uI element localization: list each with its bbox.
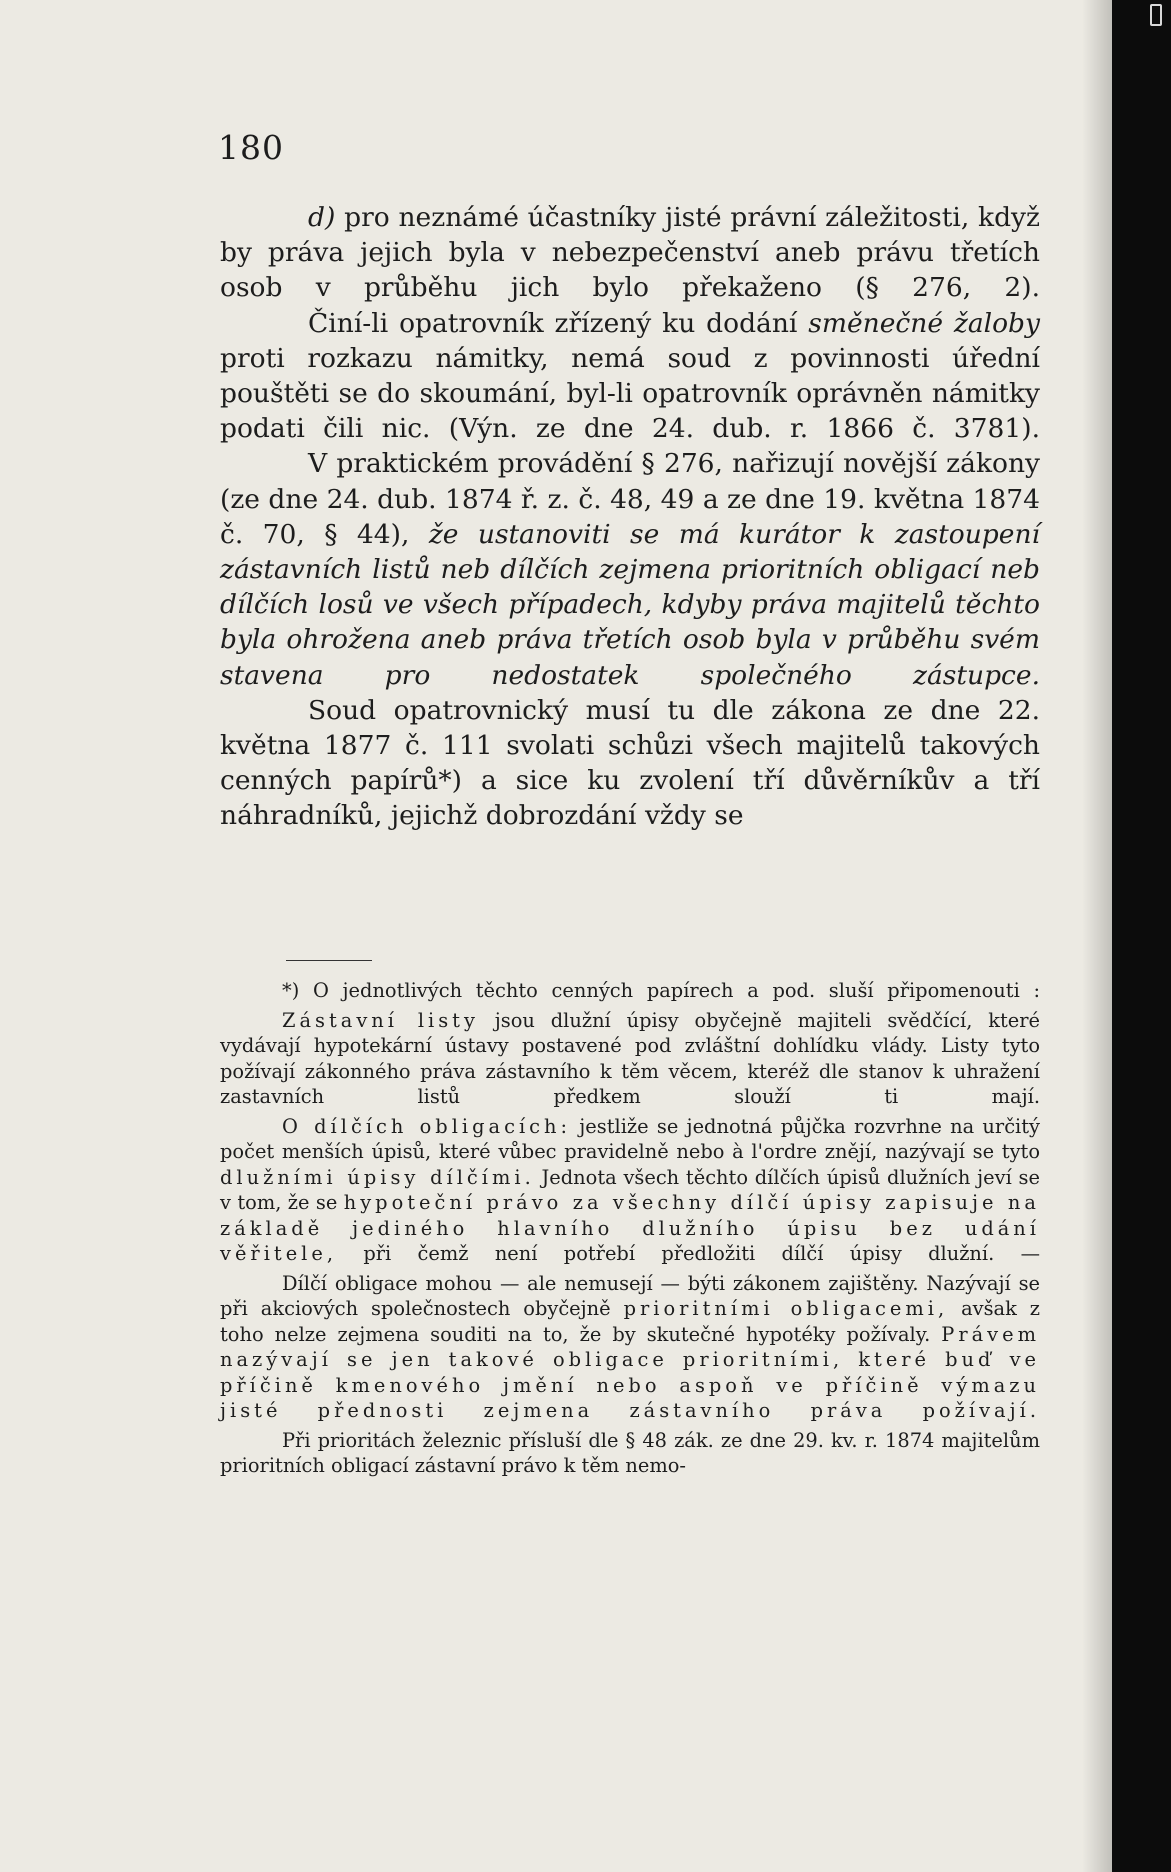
paragraph-3-italic: že ustanoviti se má kurátor k zastoupení zástavních listů neb dílčích zejmena prioritních obligací neb dílčích losů ve všech případech, kdyby práva majitelů těchto byla ohrožena aneb práva třetích osob byla v průběhu svém stavena pro nedostatek společného zástupce. — [220, 518, 1040, 691]
paragraph-court: Soud opatrovnický musí tu dle zákona ze dne 22. května 1877 č. 111 svolati schůzi všech majitelů takových cenných papírů*) a sice ku zvolení tří důvěrníkův a tří náhradníků, jejichž dobrozdání vždy se — [220, 694, 1040, 832]
paragraph-2-start: Činí-li opatrovník zřízený ku dodání — [308, 307, 809, 339]
footnote-separator — [286, 960, 372, 961]
main-body-text — [220, 200, 1040, 834]
footnote-partial-bonds-text-b: Jednota všech těchto dílčích úpisů dlužních jeví se v tom, že se — [220, 1165, 1040, 1214]
term-mortgage-bonds: Zástavní listy — [282, 1008, 479, 1032]
footnote-mortgage-bonds — [220, 1008, 1040, 1110]
paragraph-2-italic: směnečné žaloby — [808, 307, 1040, 339]
paragraph-bill-of-exchange — [220, 306, 1040, 447]
term-partial-debt-notes: dlužními úpisy dílčími. — [220, 1165, 535, 1189]
term-partial-bonds: O dílčích obligacích: — [282, 1114, 572, 1138]
footnote-priority-text-a: Dílčí obligace mohou — ale nemusejí — býti zákonem zajištěny. Nazývají se při akciových společnostech obyčejně — [220, 1271, 1040, 1320]
footnote-railways: Při prioritách železnic přísluší dle § 48 zák. ze dne 29. kv. r. 1874 majitelům prioritních obligací zástavní právo k těm nemo- — [220, 1428, 1040, 1477]
term-priority-bonds: prioritními obligacemi, — [623, 1297, 949, 1320]
paragraph-practice — [220, 446, 1040, 692]
paragraph-d-text: pro neznámé účastníky jisté právní záležitosti, když by práva jejich byla v nebezpečenství aneb právu třetích osob v průběhu jich bylo překaženo (§ 276, 2). — [220, 202, 1040, 304]
item-label: d) — [308, 202, 336, 233]
footnote-priority-bonds — [220, 1271, 1040, 1424]
paragraph-2-end: proti rozkazu námitky, nemá soud z povinnosti úřední pouštěti se do skoumání, byl-li opatrovník oprávněn námitky podati čili nic. (Výn. ze dne 24. dub. r. 1866 č. 3781). — [220, 342, 1040, 445]
page-number: 180 — [218, 128, 284, 167]
footnote-partial-bonds — [220, 1114, 1040, 1267]
scan-corner-mark — [1150, 4, 1162, 26]
footnote-priority-text-b: avšak z toho nelze zejmena souditi na to, že by skutečné hypotéky požívaly. — [220, 1297, 1040, 1346]
paragraph-3-start: V praktickém provádění § 276, nařizují novější zákony (ze dne 24. dub. 1874 ř. z. č. 48, 49 a ze dne 19. května 1874 č. 70, § 44), — [220, 448, 1040, 550]
footnote-partial-bonds-text-a: jestliže se jednotná půjčka rozvrhne na určitý počet menších úpisů, které vůbec pravidelně nebo à l'ordre znějí, nazývají se tyto — [220, 1114, 1041, 1163]
footnote-intro: *) O jednotlivých těchto cenných papírech a pod. sluší připomenouti : — [282, 979, 1040, 1002]
footnote-mortgage-bonds-text: jsou dlužní úpisy obyčejně majiteli svědčící, které vydávají hypotekární ústavy postavené pod zvláštní dohlídku vlády. Listy tyto požívají zákonného práva zástavního k těm věcem, kteréž dle stanov k uhražení zastavních listů předkem slouží ti mají. — [220, 1008, 1040, 1108]
term-priority-definition: Právem nazývají se jen takové obligace prioritními, které buď ve příčině kmenového jmění nebo aspoň ve příčině výmazu jisté přednosti zejmena zástavního práva požívají. — [220, 1322, 1040, 1422]
footnotes — [220, 978, 1040, 1483]
footnote-partial-bonds-text-c: při čemž není potřebí předložiti dílčí úpisy dlužní. — — [337, 1242, 1040, 1265]
term-mortgage-right: hypoteční právo za všechny dílčí úpisy zapisuje na základě jediného hlavního dlužního úpisu bez udání věřitele, — [220, 1191, 1040, 1265]
scan-edge — [1112, 0, 1171, 1872]
paragraph-d — [220, 200, 1040, 306]
